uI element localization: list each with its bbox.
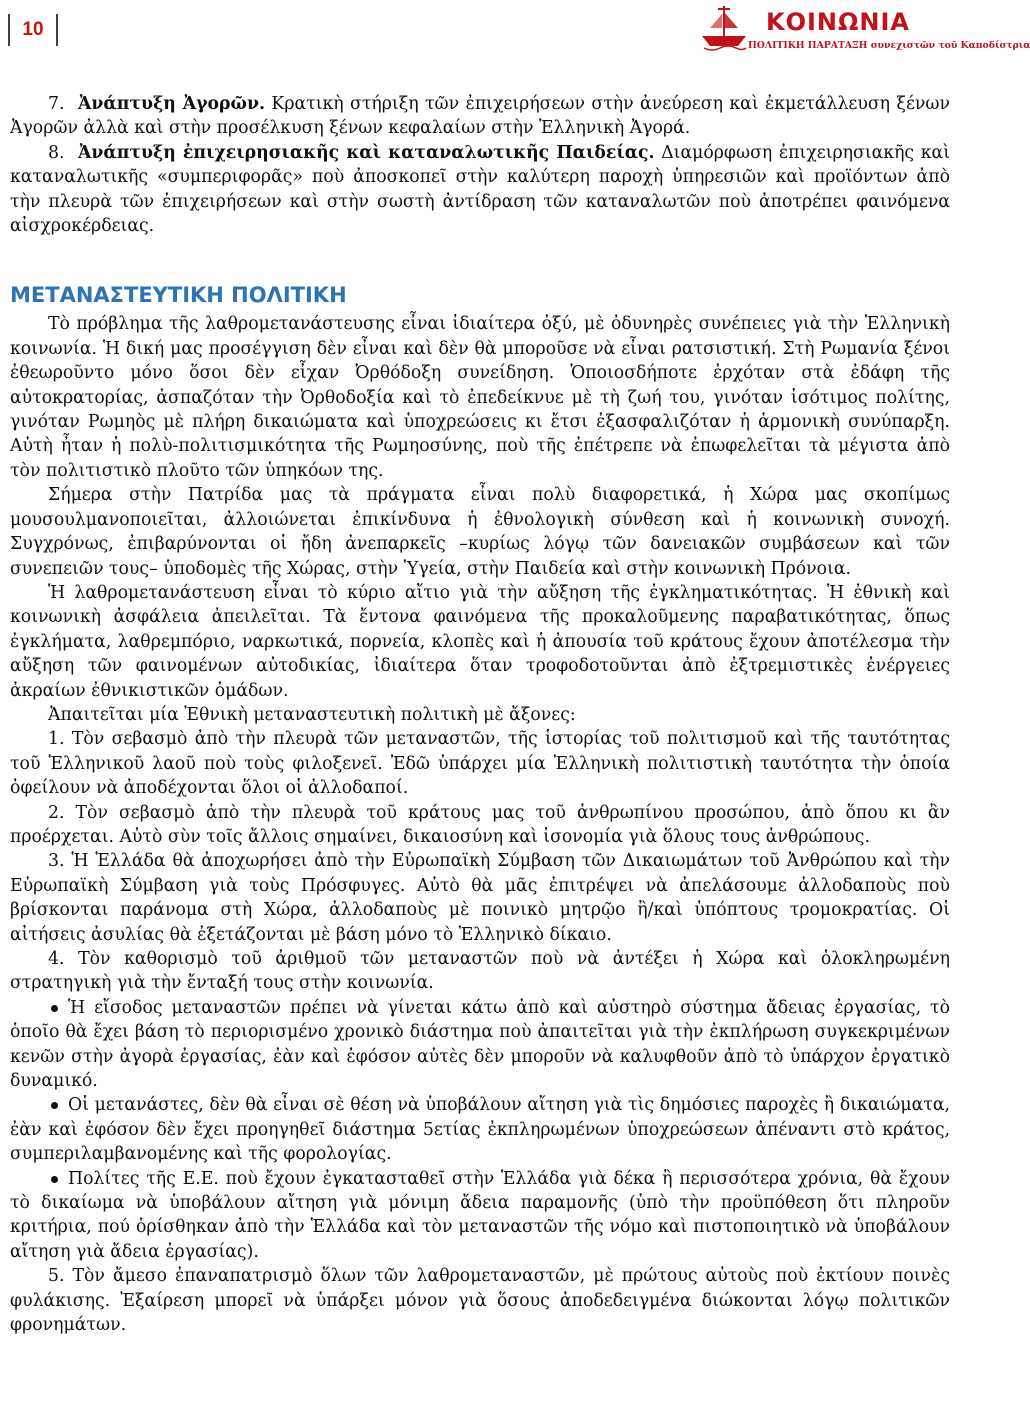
list-text: Κρατικὴ στήριξη τῶν ἐπιχειρήσεων στὴν ἀνεύρεση καὶ ἐκμετάλλευση ξένων Ἀγορῶν ἀλλὰ καὶ στὴν προσέλκυση ξένων κεφαλαίων στὴν Ἑλληνικὴ Ἀγορά. <box>10 94 950 139</box>
bullet-text: Πολίτες τῆς Ε.Ε. ποὺ ἔχουν ἐγκατασταθεῖ στὴν Ἑλλάδα γιὰ δέκα ἢ περισσότερα χρόνια, θὰ ἔχουν τὸ δικαίωμα νὰ ὑποβάλουν αἴτηση γιὰ μόνιμη ἄδεια παραμονῆς (ὑπὸ τὴν προϋπόθεση ὅτι πληροῦν κριτήρια, πού ὁρίσθηκαν ἀπὸ τὴν Ἑλλάδα καὶ τὸν μεταναστῶν τῆς νόμο καὶ πιστοποιητικὸ νὰ ὑποβάλουν αἴτηση γιὰ ἄδεια ἐργασίας). <box>10 1168 950 1262</box>
paragraph: Ἡ λαθρομετανάστευση εἶναι τὸ κύριο αἴτιο γιὰ τὴν αὔξηση τῆς ἐγκληματικότητας. Ἡ ἐθνικὴ καὶ κοινωνικὴ ἀσφάλεια ἀπειλεῖται. Τὰ ἔντονα φαινόμενα τῆς προκαλοῦμενης παραβατικότητας, ὅπως ἐγκλήματα, λαθρεμπόριο, ναρκωτικά, πορνεία, κλοπὲς καὶ ἡ ἀπουσία τοῦ κράτους ἔχουν ἀποτέλεσμα τὴν αὔξηση τῶν φαινομένων αὐτοδικίας, ἰδιαίτερα ὅταν τροφοδοτοῦνται ἀπὸ ἐξτρεμιστικὲς ἐνέργειες ἀκραίων ἐθνικιστικῶν ὁμάδων. <box>10 582 950 701</box>
numbered-point: 2. Τὸν σεβασμὸ ἀπὸ τὴν πλευρὰ τοῦ κράτους μας τοῦ ἀνθρωπίνου προσώπου, ἀπὸ ὅπου κι ἂν προέρχεται. Αὐτὸ σὺν τοῖς ἄλλοις σημαίνει, δικαιοσύνη καὶ ἰσονομία γιὰ ὅλους τους ἀνθρώπους. <box>10 802 950 847</box>
numbered-point: 1. Τὸν σεβασμὸ ἀπὸ τὴν πλευρὰ τῶν μεταναστῶν, τῆς ἱστορίας τοῦ πολιτισμοῦ καὶ τῆς ταυτότητας τοῦ Ἑλληνικοῦ λαοῦ ποὺ τοὺς φιλοξενεῖ. Ἐδῶ ὑπάρχει μία Ἑλληνικὴ πολιτιστικὴ ταυτότητα τὴν ὁποία ὀφείλουν νὰ ἀποδέχονται ὅλοι οἱ ἀλλοδαποί. <box>10 729 950 799</box>
numbered-point: 5. Τὸν ἄμεσο ἐπαναπατρισμὸ ὅλων τῶν λαθρομεταναστῶν, μὲ πρώτους αὐτοὺς ποὺ ἐκτίουν ποινὲς φυλάκισης. Ἐξαίρεση μπορεῖ νὰ ὑπάρξει μόνον γιὰ ὅσους ἀποδεδειγμένα διώκονται λόγῳ πολιτικῶν φρονημάτων. <box>10 1266 950 1336</box>
paragraph: Σήμερα στὴν Πατρίδα μας τὰ πράγματα εἶναι πολὺ διαφορετικά, ἡ Χώρα μας σκοπίμως μουσουλμανοποιεῖται, ἀλλοιώνεται ἐπικίνδυνα ἡ ἐθνολογικὴ σύνθεση καὶ ἡ κοινωνικὴ συνοχή. Συγχρόνως, ἐπιβαρύνονται οἱ ἤδη ἀνεπαρκεῖς –κυρίως λόγῳ τῶν δανειακῶν συμβάσεων καὶ τῶν συνεπειῶν τους– ὑποδομὲς τῆς Χώρας, στὴν Ὑγεία, στὴν Παιδεία καὶ στὴν κοινωνικὴ Πρόνοια. <box>10 485 950 579</box>
list-item-8 <box>10 141 950 239</box>
list-text: Διαμόρφωση ἐπιχειρησιακῆς καὶ καταναλωτικῆς «συμπεριφορᾶς» ποὺ ἀποσκοπεῖ στὴν καλύτερη παροχὴ ὑπηρεσιῶν καὶ προϊόντων ἀπὸ τὴν πλευρὰ τῶν ἐπιχειρήσεων καὶ στὴν σωστὴ ἀντίδραση τῶν καταναλωτῶν ποὺ ἀποτρέπει φαινόμενα αἰσχροκέρδειας. <box>10 142 950 237</box>
paragraph: Τὸ πρόβλημα τῆς λαθρομετανάστευσης εἶναι ἰδιαίτερα ὀξύ, μὲ ὀδυνηρὲς συνέπειες γιὰ τὴν Ἑλληνικὴ κοινωνία. Ἡ δική μας προσέγγιση δὲν εἶναι καὶ δὲν θὰ μποροῦσε νὰ εἶναι ρατσιστική. Στὴ Ρωμανία ξένοι ἐθεωροῦντο μόνο ὅσοι δὲν εἶχαν Ὀρθόδοξη συνείδηση. Ὁποιοσδήποτε ἐρχόταν στὰ ἐδάφη τῆς αὐτοκρατορίας, ἀσπαζόταν τὴν Ὀρθοδοξία καὶ τὸ ἐπεδείκνυε μὲ τὴ ζωή του, γινόταν ἰσότιμος πολίτης, γινόταν Ρωμηὸς μὲ πλήρη δικαιώματα καὶ ὑποχρεώσεις κι ἔτσι ἐξασφαλιζόταν ἡ ἁρμονικὴ συνύπαρξη. Αὐτὴ ἦταν ἡ πολὺ-πολιτισμικότητα τῆς Ρωμηοσύνης, ποὺ τῆς ἐπέτρεπε νὰ ἐπωφελεῖται τὰ μέγιστα ἀπὸ τὸν πολιτιστικὸ πλοῦτο τῶν ὑπηκόων της. <box>10 314 950 481</box>
paragraph: Ἀπαιτεῖται μία Ἐθνικὴ μεταναστευτικὴ πολιτικὴ μὲ ἄξονες: <box>48 704 576 725</box>
bullet-text: Ἡ εἴσοδος μεταναστῶν πρέπει νὰ γίνεται κάτω ἀπὸ καὶ αὐστηρὸ σύστημα ἄδειας ἐργασίας, τὸ ὁποῖο θὰ ἔχει βάση τὸ περιορισμένο χρονικὸ διάστημα ποὺ ἀπαιτεῖται γιὰ τὴν ἐκπλήρωση συγκεκριμένων κενῶν στὴν ἀγορὰ ἐργασίας, ἐὰν καὶ ἐφόσον αὐτὲς δὲν μποροῦν νὰ καλυφθοῦν ἀπὸ τὸ ὑπάρχον ἐργατικὸ δυναμικό. <box>10 997 950 1092</box>
list-number: 7. <box>48 94 65 114</box>
numbered-point: 4. Τὸν καθορισμὸ τοῦ ἀριθμοῦ τῶν μεταναστῶν ποὺ νὰ ἀντέξει ἡ Χώρα καὶ ὁλοκληρωμένη στρατηγικὴ γιὰ τὴν ἔνταξή τους στὴν κοινωνία. <box>10 949 950 994</box>
list-heading: Ἀνάπτυξη Ἀγορῶν. <box>78 94 265 114</box>
document-body <box>10 92 950 1338</box>
list-heading: Ἀνάπτυξη ἐπιχειρησιακῆς καὶ καταναλωτικῆς Παιδείας. <box>78 142 655 163</box>
numbered-point: 3. Ἡ Ἑλλάδα θὰ ἀποχωρήσει ἀπὸ τὴν Εὐρωπαϊκὴ Σύμβαση τῶν Δικαιωμάτων τοῦ Ἀνθρώπου καὶ τὴν Εὐρωπαϊκὴ Σύμβαση γιὰ τοὺς Πρόσφυγες. Αὐτὸ θὰ μᾶς ἐπιτρέψει νὰ ἀπελάσουμε ἀλλοδαποὺς ποὺ βρίσκονται παράνομα στὴ Χώρα, ἀλλοδαποὺς μὲ ποινικὸ μητρῷο ἢ/καὶ ὑπόπτους τρομοκρατίας. Οἱ αἰτήσεις ἀσυλίας θὰ ἐξετάζονται μὲ βάση μόνο τὸ Ἑλληνικὸ δίκαιο. <box>10 851 950 945</box>
bullet-icon <box>51 1102 58 1109</box>
page-number-box <box>8 14 58 46</box>
bullet-item <box>10 1167 950 1265</box>
ship-icon <box>698 6 750 52</box>
list-item-7 <box>10 92 950 141</box>
bullet-text: Οἱ μετανάστες, δὲν θὰ εἶναι σὲ θέση νὰ ὑποβάλουν αἴτηση γιὰ τὶς δημόσιες παροχὲς ἢ δικαιώματα, ἐὰν καὶ ἐφόσον δὲν ἔχει προηγηθεῖ διάστημα 5ετίας ἐκπληρωμένων ὑποχρεώσεων ἀπέναντι στὸ κράτος, συμπεριλαμβανομένης καὶ τῆς φορολογίας. <box>10 1095 950 1165</box>
logo-subtitle: ΠΟΛΙΤΙΚΗ ΠΑΡΑΤΑΞΗ συνεχιστῶν τοῦ Καποδίστρια <box>748 40 1030 51</box>
bullet-item <box>10 1093 950 1166</box>
party-logo <box>696 6 1030 54</box>
list-number: 8. <box>48 142 65 163</box>
bullet-item <box>10 996 950 1094</box>
logo-title: ΚΟΙΝΩΝΙΑ <box>766 8 911 36</box>
bullet-icon <box>51 1176 58 1183</box>
section-title: ΜΕΤΑΝΑΣΤΕΥΤΙΚΗ ΠΟΛΙΤΙΚΗ <box>10 283 347 308</box>
bullet-icon <box>51 1005 58 1012</box>
page-number: 10 <box>22 19 44 40</box>
